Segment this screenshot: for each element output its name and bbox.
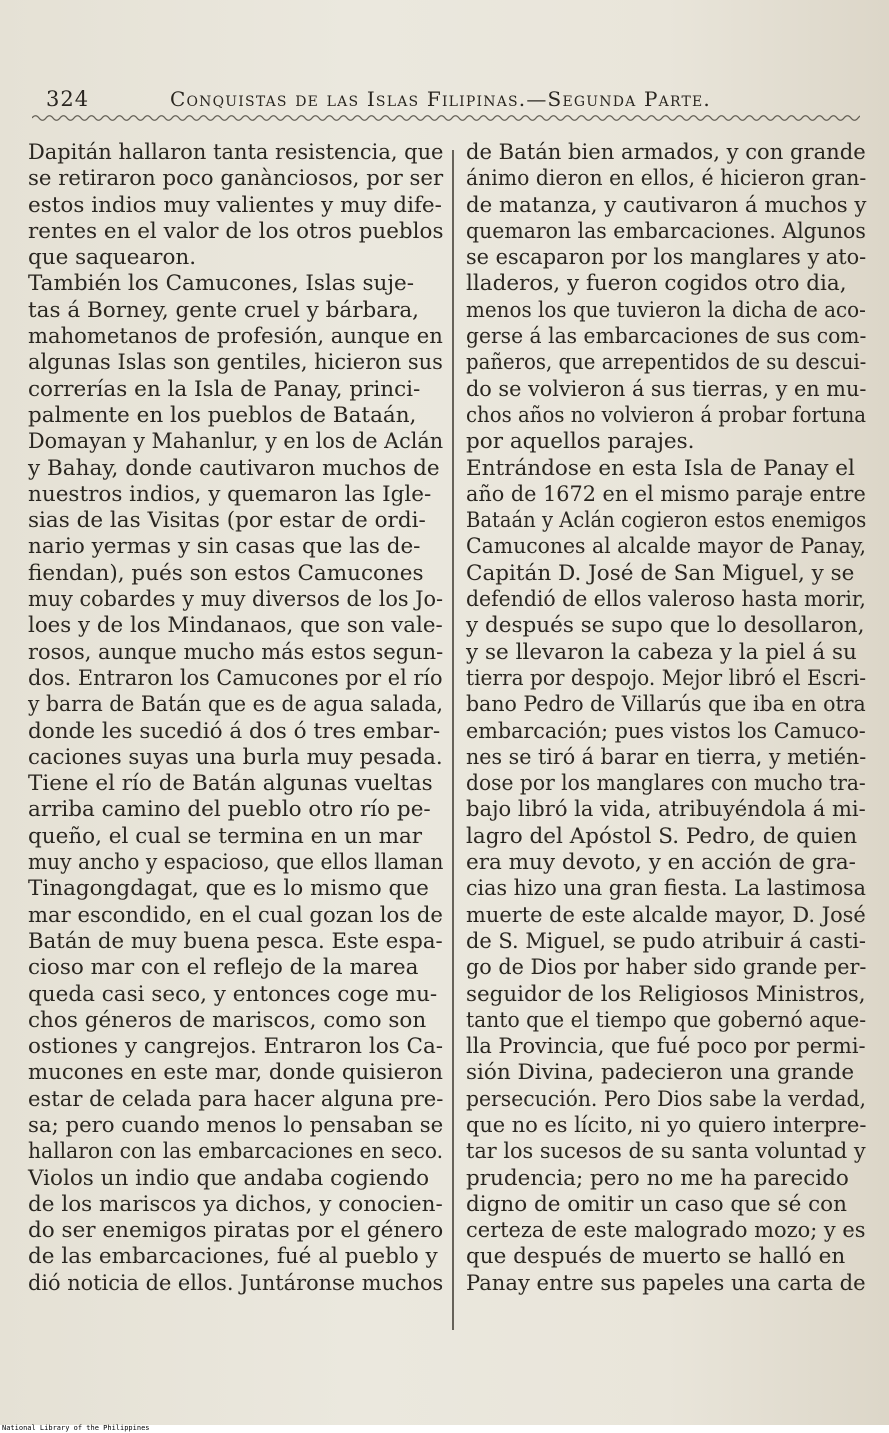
right-column-line: tierra por despojo. Mejor libró el Escri- xyxy=(466,665,867,691)
left-column-line: ostiones y cangrejos. Entraron los Ca- xyxy=(28,1034,444,1060)
right-column-line: certeza de este malogrado mozo; y es xyxy=(466,1218,866,1244)
right-column-line: muerte de este alcalde mayor, D. José xyxy=(466,902,866,928)
left-column-line: sias de las Visitas (por estar de ordi- xyxy=(28,508,426,534)
left-column-line: de los mariscos ya dichos, y conocien- xyxy=(28,1191,443,1217)
left-column-line: estos indios muy valientes y muy dife- xyxy=(28,192,442,218)
right-column-line: Entrándose en esta Isla de Panay el xyxy=(466,455,855,481)
right-column-line: go de Dios por haber sido grande per- xyxy=(466,955,867,981)
left-column-line: Batán de muy buena pesca. Este espa- xyxy=(28,928,443,954)
right-column-line: Bataán y Aclán cogieron estos enemigos xyxy=(466,508,867,534)
running-title: Conquistas de las Islas Filipinas.—Segunda Parte. xyxy=(170,87,711,111)
right-column-line: seguidor de los Religiosos Ministros, xyxy=(466,981,866,1007)
right-column-line: era muy devoto, y en acción de gra- xyxy=(466,850,856,876)
right-column xyxy=(466,140,866,1297)
left-column-line: loes y de los Mindanaos, que son vale- xyxy=(28,613,443,639)
right-column-line: lla Provincia, que fué poco por permi- xyxy=(466,1034,866,1060)
left-column-line: muy ancho y espacioso, que ellos llaman xyxy=(28,850,444,876)
right-column-line: sión Divina, padecieron una grande xyxy=(466,1060,855,1086)
left-column-line: Tiene el río de Batán algunas vueltas xyxy=(28,771,433,797)
left-column-line: dió noticia de ellos. Juntáronse muchos xyxy=(28,1270,444,1296)
left-column-line: algunas Islas son gentiles, hicieron sus xyxy=(28,350,443,376)
left-column-line: mucones en este mar, donde quisieron xyxy=(28,1060,443,1086)
left-column-line: Tinagongdagat, que es lo mismo que xyxy=(28,876,429,902)
right-column-line: cias hizo una gran fiesta. La lastimosa xyxy=(466,876,866,902)
right-column-line: Camucones al alcalde mayor de Panay, xyxy=(466,534,867,560)
right-column-line: y se llevaron la cabeza y la piel á su xyxy=(466,639,857,665)
footer-bar xyxy=(0,1425,889,1433)
right-column-line: chos años no volvieron á probar fortuna xyxy=(466,402,867,428)
left-column-line: y barra de Batán que es de agua salada, xyxy=(28,692,443,718)
right-column-line: año de 1672 en el mismo paraje entre xyxy=(466,481,866,507)
right-column-line: lladeros, y fueron cogidos otro dia, xyxy=(466,271,847,297)
left-column-line: muy cobardes y muy diversos de los Jo- xyxy=(28,587,444,613)
left-column-line: fiendan), pués son estos Camucones xyxy=(28,560,424,586)
right-column-line: pañeros, que arrepentidos de su descui- xyxy=(466,350,867,376)
right-column-line: nes se tiró á barar en tierra, y metién- xyxy=(466,744,867,770)
left-column-line: Violos un indio que andaba cogiendo xyxy=(28,1165,430,1191)
left-column-line: y Bahay, donde cautivaron muchos de xyxy=(28,455,440,481)
right-column-line: ánimo dieron en ellos, é hicieron gran- xyxy=(466,166,867,192)
right-column-line: y después se supo que lo desollaron, xyxy=(466,613,865,639)
left-column-line: cioso mar con el reflejo de la marea xyxy=(28,955,419,981)
left-column-line: que saquearon. xyxy=(28,245,197,271)
library-credit: National Library of the Philippines xyxy=(2,1424,150,1432)
right-column-line: persecución. Pero Dios sabe la verdad, xyxy=(466,1086,867,1112)
right-column-line: defendió de ellos valeroso hasta morir, xyxy=(466,587,866,613)
left-column-line: hallaron con las embarcaciones en seco. xyxy=(28,1139,444,1165)
right-column-line: digno de omitir un caso que sé con xyxy=(466,1191,847,1217)
left-column-line: nuestros indios, y quemaron las Igle- xyxy=(28,481,432,507)
right-column-line: Capitán D. José de San Miguel, y se xyxy=(466,560,855,586)
column-divider xyxy=(452,150,454,1330)
left-column-line: queño, el cual se termina en un mar xyxy=(28,823,423,849)
header-wavy-rule xyxy=(32,112,860,124)
left-column-line: Domayan y Mahanlur, y en los de Aclán xyxy=(28,429,444,455)
left-column-line: rentes en el valor de los otros pueblos xyxy=(28,218,444,244)
left-column-line: tas á Borney, gente cruel y bárbara, xyxy=(28,297,420,323)
right-column-line: lagro del Apóstol S. Pedro, de quien xyxy=(466,823,858,849)
left-column-line: correrías en la Isla de Panay, princi- xyxy=(28,376,421,402)
left-column-line: palmente en los pueblos de Bataán, xyxy=(28,402,417,428)
left-column-line: de las embarcaciones, fué al pueblo y xyxy=(28,1244,438,1270)
right-column-line: do se volvieron á sus tierras, y en mu- xyxy=(466,376,867,402)
left-column-line: dos. Entraron los Camucones por el río xyxy=(28,665,443,691)
right-column-line: se escaparon por los manglares y ato- xyxy=(466,245,867,271)
right-column-line: bajo libró la vida, atribuyéndola á mi- xyxy=(466,797,866,823)
left-column xyxy=(28,140,443,1297)
left-column-line: se retiraron poco ganànciosos, por ser xyxy=(28,166,444,192)
right-column-line: dose por los manglares con mucho tra- xyxy=(466,771,866,797)
right-column-line: de matanza, y cautivaron á muchos y xyxy=(466,192,867,218)
right-column-line: tar los sucesos de su santa voluntad y xyxy=(466,1139,866,1165)
left-column-line: sa; pero cuando menos lo pensaban se xyxy=(28,1112,444,1138)
left-column-line: do ser enemigos piratas por el género xyxy=(28,1218,444,1244)
left-column-line: chos géneros de mariscos, como son xyxy=(28,1007,427,1033)
left-column-line: rosos, aunque mucho más estos segun- xyxy=(28,639,444,665)
right-column-line: prudencia; pero no me ha parecido xyxy=(466,1165,849,1191)
right-column-line: bano Pedro de Villarús que iba en otra xyxy=(466,692,866,718)
right-column-line: de Batán bien armados, y con grande xyxy=(466,140,866,165)
left-column-line: Dapitán hallaron tanta resistencia, que xyxy=(28,140,444,165)
left-column-line: donde les sucedió á dos ó tres embar- xyxy=(28,718,441,744)
left-column-line: También los Camucones, Islas suje- xyxy=(28,271,414,297)
left-column-line: mar escondido, en el cual gozan los de xyxy=(28,902,443,928)
left-column-line: arriba camino del pueblo otro río pe- xyxy=(28,797,431,823)
left-column-line: nario yermas y sin casas que las de- xyxy=(28,534,421,560)
right-column-line: que después de muerto se halló en xyxy=(466,1244,846,1270)
right-column-line: Panay entre sus papeles una carta de xyxy=(466,1270,866,1296)
page-number: 324 xyxy=(46,87,90,111)
page-header xyxy=(38,84,858,114)
right-column-line: embarcación; pues vistos los Camuco- xyxy=(466,718,866,744)
left-column-line: caciones suyas una burla muy pesada. xyxy=(28,744,443,770)
right-column-line: gerse á las embarcaciones de sus com- xyxy=(466,324,867,350)
left-column-line: queda casi seco, y entonces coge mu- xyxy=(28,981,438,1007)
left-column-line: estar de celada para hacer alguna pre- xyxy=(28,1086,444,1112)
right-column-line: de S. Miguel, se pudo atribuir á casti- xyxy=(466,928,866,954)
right-column-line: quemaron las embarcaciones. Algunos xyxy=(466,218,866,244)
right-column-line: que no es lícito, ni yo quiero interpre- xyxy=(466,1112,867,1138)
right-column-line: por aquellos parajes. xyxy=(466,429,695,455)
left-column-line: mahometanos de profesión, aunque en xyxy=(28,324,443,350)
right-column-line: tanto que el tiempo que gobernó aque- xyxy=(466,1007,867,1033)
right-column-line: menos los que tuvieron la dicha de aco- xyxy=(466,297,866,323)
